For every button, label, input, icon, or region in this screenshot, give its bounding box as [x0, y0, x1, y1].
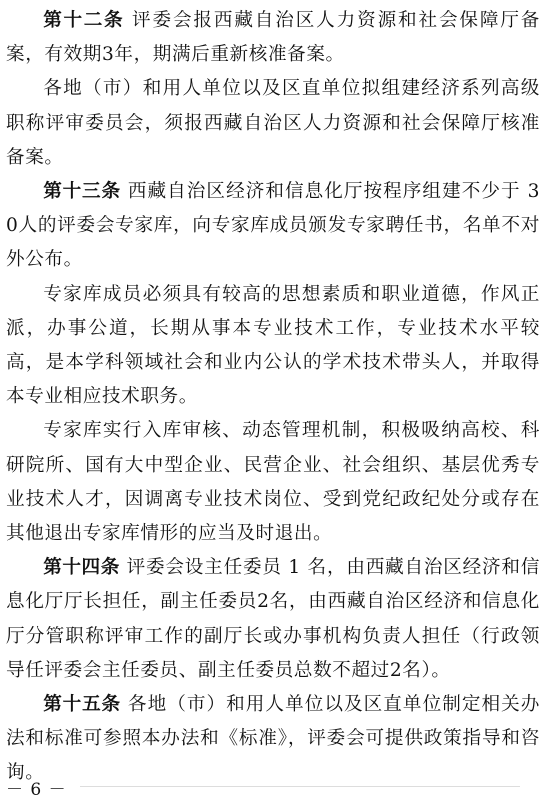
paragraph-article-15	[6, 688, 540, 791]
paragraph-text: 各地（市）和用人单位以及区直单位拟组建经济系列高级职称评审委员会，须报西藏自治区人力资源和社会保障厅核准备案。	[6, 78, 540, 168]
paragraph-text: 评委会报西藏自治区人力资源和社会保障厅备案，有效期3年，期满后重新核准备案。	[6, 10, 541, 66]
paragraph-article-13-cont-1	[6, 278, 540, 415]
article-heading: 第十五条	[43, 694, 121, 716]
paragraph-text: 各地（市）和用人单位以及区直单位制定相关办法和标准可参照本办法和《标准》，评委会可提供政策指导和咨询。	[6, 694, 540, 784]
paragraph-text: 专家库实行入库审核、动态管理机制，积极吸纳高校、科研院所、国有大中型企业、民营企业、社会组织、基层优秀专业技术人才，因调离专业技术岗位、受到党纪政纪处分或存在其他退出专家库情形的应当及时退出。	[6, 420, 540, 545]
article-heading: 第十二条	[43, 10, 125, 31]
page-number: － 6 －	[6, 780, 67, 800]
paragraph-article-13	[6, 175, 540, 278]
footer-divider	[80, 786, 520, 787]
paragraph-article-13-cont-2	[6, 414, 540, 551]
paragraph-text: 西藏自治区经济和信息化厅按程序组建不少于 30人的评委会专家库，向专家库成员颁发专家聘任书，名单不对外公布。	[6, 181, 540, 271]
paragraph-article-14	[6, 551, 540, 688]
paragraph-text: 评委会设主任委员 1 名，由西藏自治区经济和信息化厅厅长担任，副主任委员2名，由西藏自治区经济和信息化厅分管职称评审工作的副厅长或办事机构负责人担任（行政领导任评委会主任委员、副主任委员总数不超过2名）。	[6, 557, 540, 681]
paragraph-article-12	[6, 4, 540, 72]
paragraph-article-12-cont	[6, 72, 540, 175]
document-body	[6, 4, 540, 791]
paragraph-text: 专家库成员必须具有较高的思想素质和职业道德，作风正派，办事公道，长期从事本专业技术工作，专业技术水平较高，是本学科领域社会和业内公认的学术技术带头人，并取得本专业相应技术职务。	[6, 283, 540, 408]
article-heading: 第十四条	[43, 557, 120, 579]
article-heading: 第十三条	[43, 181, 121, 203]
